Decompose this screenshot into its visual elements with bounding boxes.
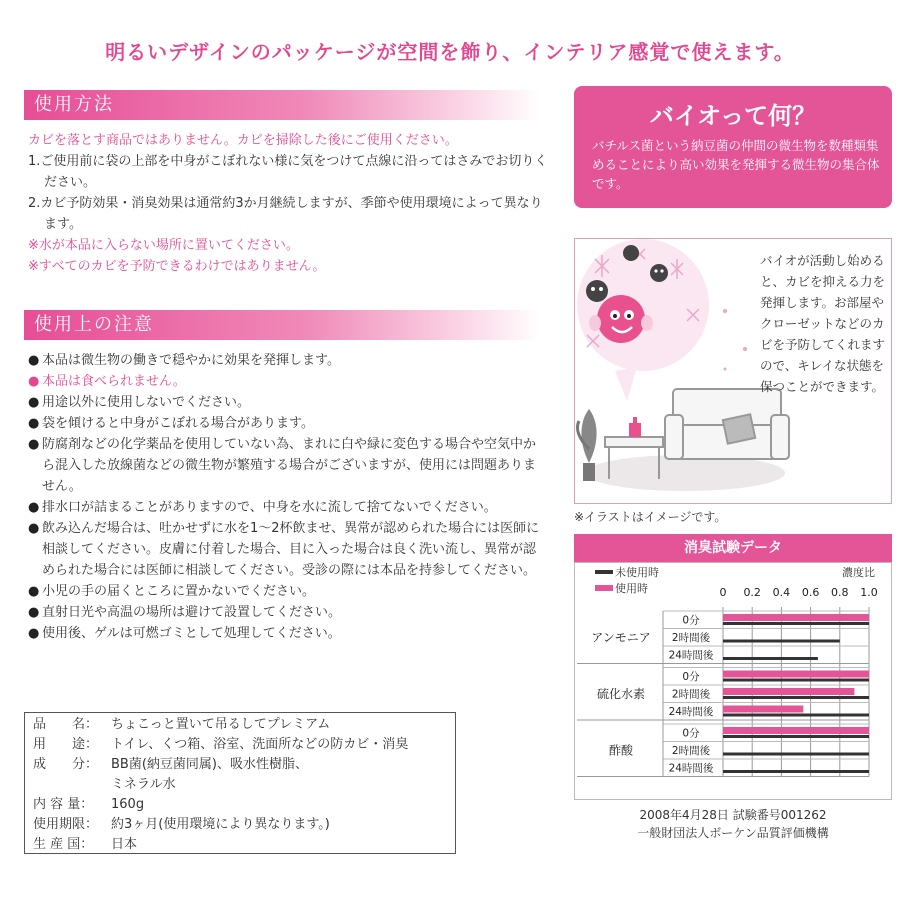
time-label: 24時間後	[668, 706, 714, 718]
usage-warning: カビを落とす商品ではありません。カビを掃除した後にご使用ください。	[28, 133, 458, 148]
chart-title: 消臭試験データ	[574, 534, 892, 562]
caution-item	[28, 518, 548, 581]
usage-step-1: 1.ご使用前に袋の上部を中身がこぼれない様に気をつけて点線に沿ってはさみでお切りください。	[28, 154, 548, 190]
bio-info-box	[574, 86, 892, 208]
time-label: 24時間後	[668, 762, 714, 775]
spec-key: 品 名：	[33, 717, 99, 732]
bullet-icon: ●	[28, 584, 40, 599]
time-label: 24時間後	[668, 649, 714, 662]
caution-text: 防腐剤などの化学薬品を使用していない為、まれに白や緑に変色する場合や空気中から混入した放線菌などの微生物が繁殖する場合がございますが、使用には問題ありません。	[42, 437, 537, 494]
caution-text: 袋を傾けると中身がこぼれる場合があります。	[42, 416, 314, 431]
x-axis-label: 濃度比	[842, 566, 875, 579]
x-tick-label: 0	[719, 586, 727, 599]
illustration-note: ※イラストはイメージです。	[574, 510, 727, 524]
floor-shadow	[585, 455, 785, 491]
test-date-number: 2008年4月28日 試験番号001262	[639, 808, 827, 822]
bullet-icon: ●	[28, 395, 40, 410]
usage-section	[28, 130, 548, 277]
bullet-icon: ●	[28, 437, 40, 452]
bar-unused	[723, 735, 869, 738]
legend-swatch-unused	[595, 570, 613, 574]
time-label: 2時間後	[671, 632, 711, 644]
spec-key	[33, 775, 111, 795]
time-label: 0分	[682, 727, 700, 740]
spec-key: 用 途：	[33, 737, 99, 752]
caution-text: 直射日光や高温の場所は避けて設置してください。	[42, 605, 342, 620]
cautions-section	[28, 350, 548, 644]
group-label: 酢酸	[608, 743, 634, 758]
test-meta	[574, 806, 892, 842]
caution-item	[28, 602, 548, 623]
legend-swatch-used	[595, 585, 613, 591]
spec-row	[33, 735, 447, 755]
plant-icon	[577, 409, 596, 481]
cautions-section-title: 使用上の注意	[24, 310, 540, 340]
spec-value: 日本	[111, 837, 138, 852]
bar-unused	[723, 657, 818, 660]
bar-used	[723, 727, 869, 734]
bio-title: バイオって何？	[649, 102, 817, 130]
deodorize-test-chart	[574, 562, 892, 800]
spec-value: ミネラル水	[111, 777, 176, 792]
caution-text: 用途以外に使用しないでください。	[42, 395, 251, 410]
spec-value: 160g	[111, 797, 145, 812]
x-tick-label: 0.6	[801, 586, 820, 599]
group-label: アンモニア	[591, 630, 651, 645]
caution-item	[28, 413, 548, 434]
time-label: 2時間後	[671, 745, 711, 757]
spec-key: 成 分：	[33, 757, 99, 772]
test-organization: 一般財団法人ボーケン品質評価機構	[637, 826, 829, 840]
spec-value: BB菌(納豆菌同属)、吸水性樹脂、	[111, 757, 308, 772]
spec-key: 使用期限：	[33, 817, 99, 832]
usage-note-water: ※水が本品に入らない場所に置いてください。	[28, 238, 299, 253]
time-label: 0分	[682, 614, 700, 627]
spec-key: 生 産 国：	[33, 837, 94, 852]
spec-value: 約3ヶ月(使用環境により異なります。)	[111, 817, 330, 832]
x-tick-label: 0.4	[772, 586, 791, 599]
legend-label-unused: 未使用時	[615, 566, 659, 579]
x-tick-label: 0.2	[743, 586, 761, 599]
spec-value: ちょこっと置いて吊るしてプレミアム	[111, 717, 331, 732]
spec-key: 内 容 量：	[33, 797, 94, 812]
caution-text: 本品は微生物の働きで穏やかに効果を発揮します。	[42, 353, 340, 368]
bar-unused	[723, 770, 869, 773]
bullet-icon: ●	[28, 353, 40, 368]
caution-item	[28, 371, 548, 392]
caution-item	[28, 623, 548, 644]
caution-item	[28, 434, 548, 497]
bio-effect-text: バイオが活動し始めると、カビを抑える力を発揮します。お部屋やクローゼットなどのカビを予防してくれますので、キレイな状態を保つことができます。	[760, 253, 886, 394]
legend-label-used: 使用時	[615, 582, 648, 595]
bullet-icon: ●	[28, 605, 40, 620]
bar-used	[723, 706, 803, 713]
caution-item	[28, 392, 548, 413]
caution-item	[28, 581, 548, 602]
caution-text: 飲み込んだ場合は、吐かせずに水を1～2杯飲ませ、異常が認められた場合には医師に相談してください。皮膚に付着した場合、目に入った場合は良く洗い流し、異常が認められた場合には医師に相談してください。受診の際には本品を持参してください。	[42, 521, 540, 578]
x-tick-label: 0.8	[831, 586, 849, 599]
bar-unused	[723, 640, 840, 643]
bar-used	[723, 614, 869, 621]
x-tick-label: 1.0	[860, 586, 878, 599]
caution-text: 本品は食べられません。	[42, 374, 186, 389]
spec-value: トイレ、くつ箱、浴室、洗面所などの防カビ・消臭	[111, 737, 409, 752]
usage-section-title: 使用方法	[24, 90, 540, 120]
bar-used	[723, 688, 854, 695]
usage-note-limit: ※すべてのカビを予防できるわけではありません。	[28, 259, 326, 274]
caution-list	[28, 350, 548, 644]
caution-text: 小児の手の届くところに置かないでください。	[42, 584, 316, 599]
bar-unused	[723, 696, 869, 699]
bar-unused	[723, 753, 869, 756]
sofa-icon	[665, 389, 789, 459]
caution-item	[28, 497, 548, 518]
speech-tail	[615, 367, 637, 401]
usage-step-2: 2.カビ予防効果・消臭効果は通常約3か月継続しますが、季節や使用環境によって異なります。	[28, 196, 543, 232]
bio-body: バチルス菌という納豆菌の仲間の微生物を数種類集めることにより高い効果を発揮する微生物の集合体です。	[592, 138, 880, 191]
spec-row	[33, 815, 447, 835]
caution-item	[28, 350, 548, 371]
bar-unused	[723, 714, 869, 717]
product-spec-box	[24, 712, 456, 854]
spec-row	[33, 715, 447, 735]
page-headline: 明るいデザインのパッケージが空間を飾り、インテリア感覚で使えます。	[105, 40, 795, 64]
bullet-icon: ●	[28, 374, 40, 389]
spec-row	[33, 835, 447, 855]
chart-svg	[575, 563, 891, 799]
bar-used	[723, 671, 869, 678]
group-label: 硫化水素	[596, 686, 646, 701]
spec-row	[33, 755, 447, 775]
spec-row	[33, 775, 447, 795]
bullet-icon: ●	[28, 500, 40, 515]
spec-row	[33, 795, 447, 815]
bio-bubble	[577, 239, 709, 371]
bullet-icon: ●	[28, 626, 40, 641]
bullet-icon: ●	[28, 521, 40, 536]
product-icon	[629, 417, 641, 437]
time-label: 0分	[682, 671, 700, 683]
caution-text: 使用後、ゲルは可燃ゴミとして処理してください。	[42, 626, 341, 641]
bar-unused	[723, 622, 869, 625]
caution-text: 排水口が詰まることがありますので、中身を水に流して捨てないでください。	[42, 500, 497, 515]
bullet-icon: ●	[28, 416, 40, 431]
bar-unused	[723, 679, 869, 682]
time-label: 2時間後	[671, 688, 711, 701]
